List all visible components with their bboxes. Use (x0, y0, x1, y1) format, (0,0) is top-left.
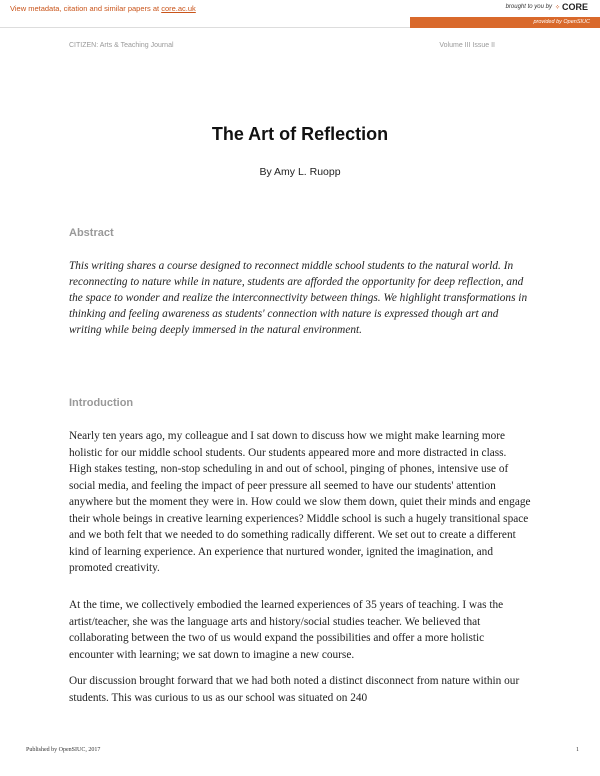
core-metadata-link-text (10, 4, 196, 13)
core-branding (506, 2, 588, 12)
core-logo[interactable] (555, 2, 588, 12)
introduction-heading: Introduction (69, 397, 134, 409)
journal-name: CITIZEN: Arts & Teaching Journal (69, 42, 174, 49)
core-logo-text: CORE (561, 2, 588, 12)
core-link-prefix: View metadata, citation and similar papers at (10, 4, 162, 13)
core-logo-icon: ⁘ (554, 4, 560, 11)
intro-paragraph-1: Nearly ten years ago, my colleague and I sat down to discuss how we might make learning more holistic for our middle school students. Our students appeared more and more distracted in class. High stakes testing, non-stop scheduling in and out of school, pinging of phones, intensive use of social media, and feeling the impact of peer pressure all seemed to have our students' attention anywhere but the moment they were in. How could we slow them down, quiet their minds and engage their whole beings in creative learning experiences? Middle school is such a hugely transitional space and we both felt that we needed to do something radically different. We set out to create a different kind of learning experience. An experience that nurtured wonder, ignited the imagination, and promoted creativity. (69, 430, 531, 574)
intro-paragraph-2: At the time, we collectively embodied the learned experiences of 35 years of teaching. I was the artist/teacher, she was the language arts and history/social studies teacher. We believed that collaborating between the two of us would expand the possibilities and offer a more holistic encounter with learning; we sat down to imagine a new course. (69, 599, 504, 661)
abstract-text: This writing shares a course designed to reconnect middle school students to the natural world. In reconnecting to nature while in nature, students are afforded the opportunity for deep reflection, and the space to wonder and realize the interconnectivity between things. We highlight transformations in thinking and feeling awareness as students' connection with nature is expressed though art and writing while being deeply immersed in the natural environment. (69, 260, 528, 336)
core-link[interactable]: core.ac.uk (161, 4, 196, 13)
volume-issue: Volume III Issue II (439, 42, 495, 49)
brought-to-you-text: brought to you by (505, 4, 552, 10)
abstract-heading: Abstract (69, 227, 114, 239)
core-banner (0, 0, 600, 28)
page-footer (26, 747, 579, 753)
author-byline: By Amy L. Ruopp (259, 166, 341, 178)
published-by: Published by OpenSIUC, 2017 (26, 747, 101, 753)
running-head (69, 42, 495, 49)
page-number: 1 (576, 747, 579, 753)
intro-paragraph-3: Our discussion brought forward that we had both noted a distinct disconnect from nature within our students. This was curious to us as our school was situated on 240 (69, 675, 520, 704)
provided-by-bar (410, 17, 600, 28)
provided-by-text: provided by OpenSIUC (533, 19, 590, 25)
paper-title: The Art of Reflection (211, 124, 389, 144)
